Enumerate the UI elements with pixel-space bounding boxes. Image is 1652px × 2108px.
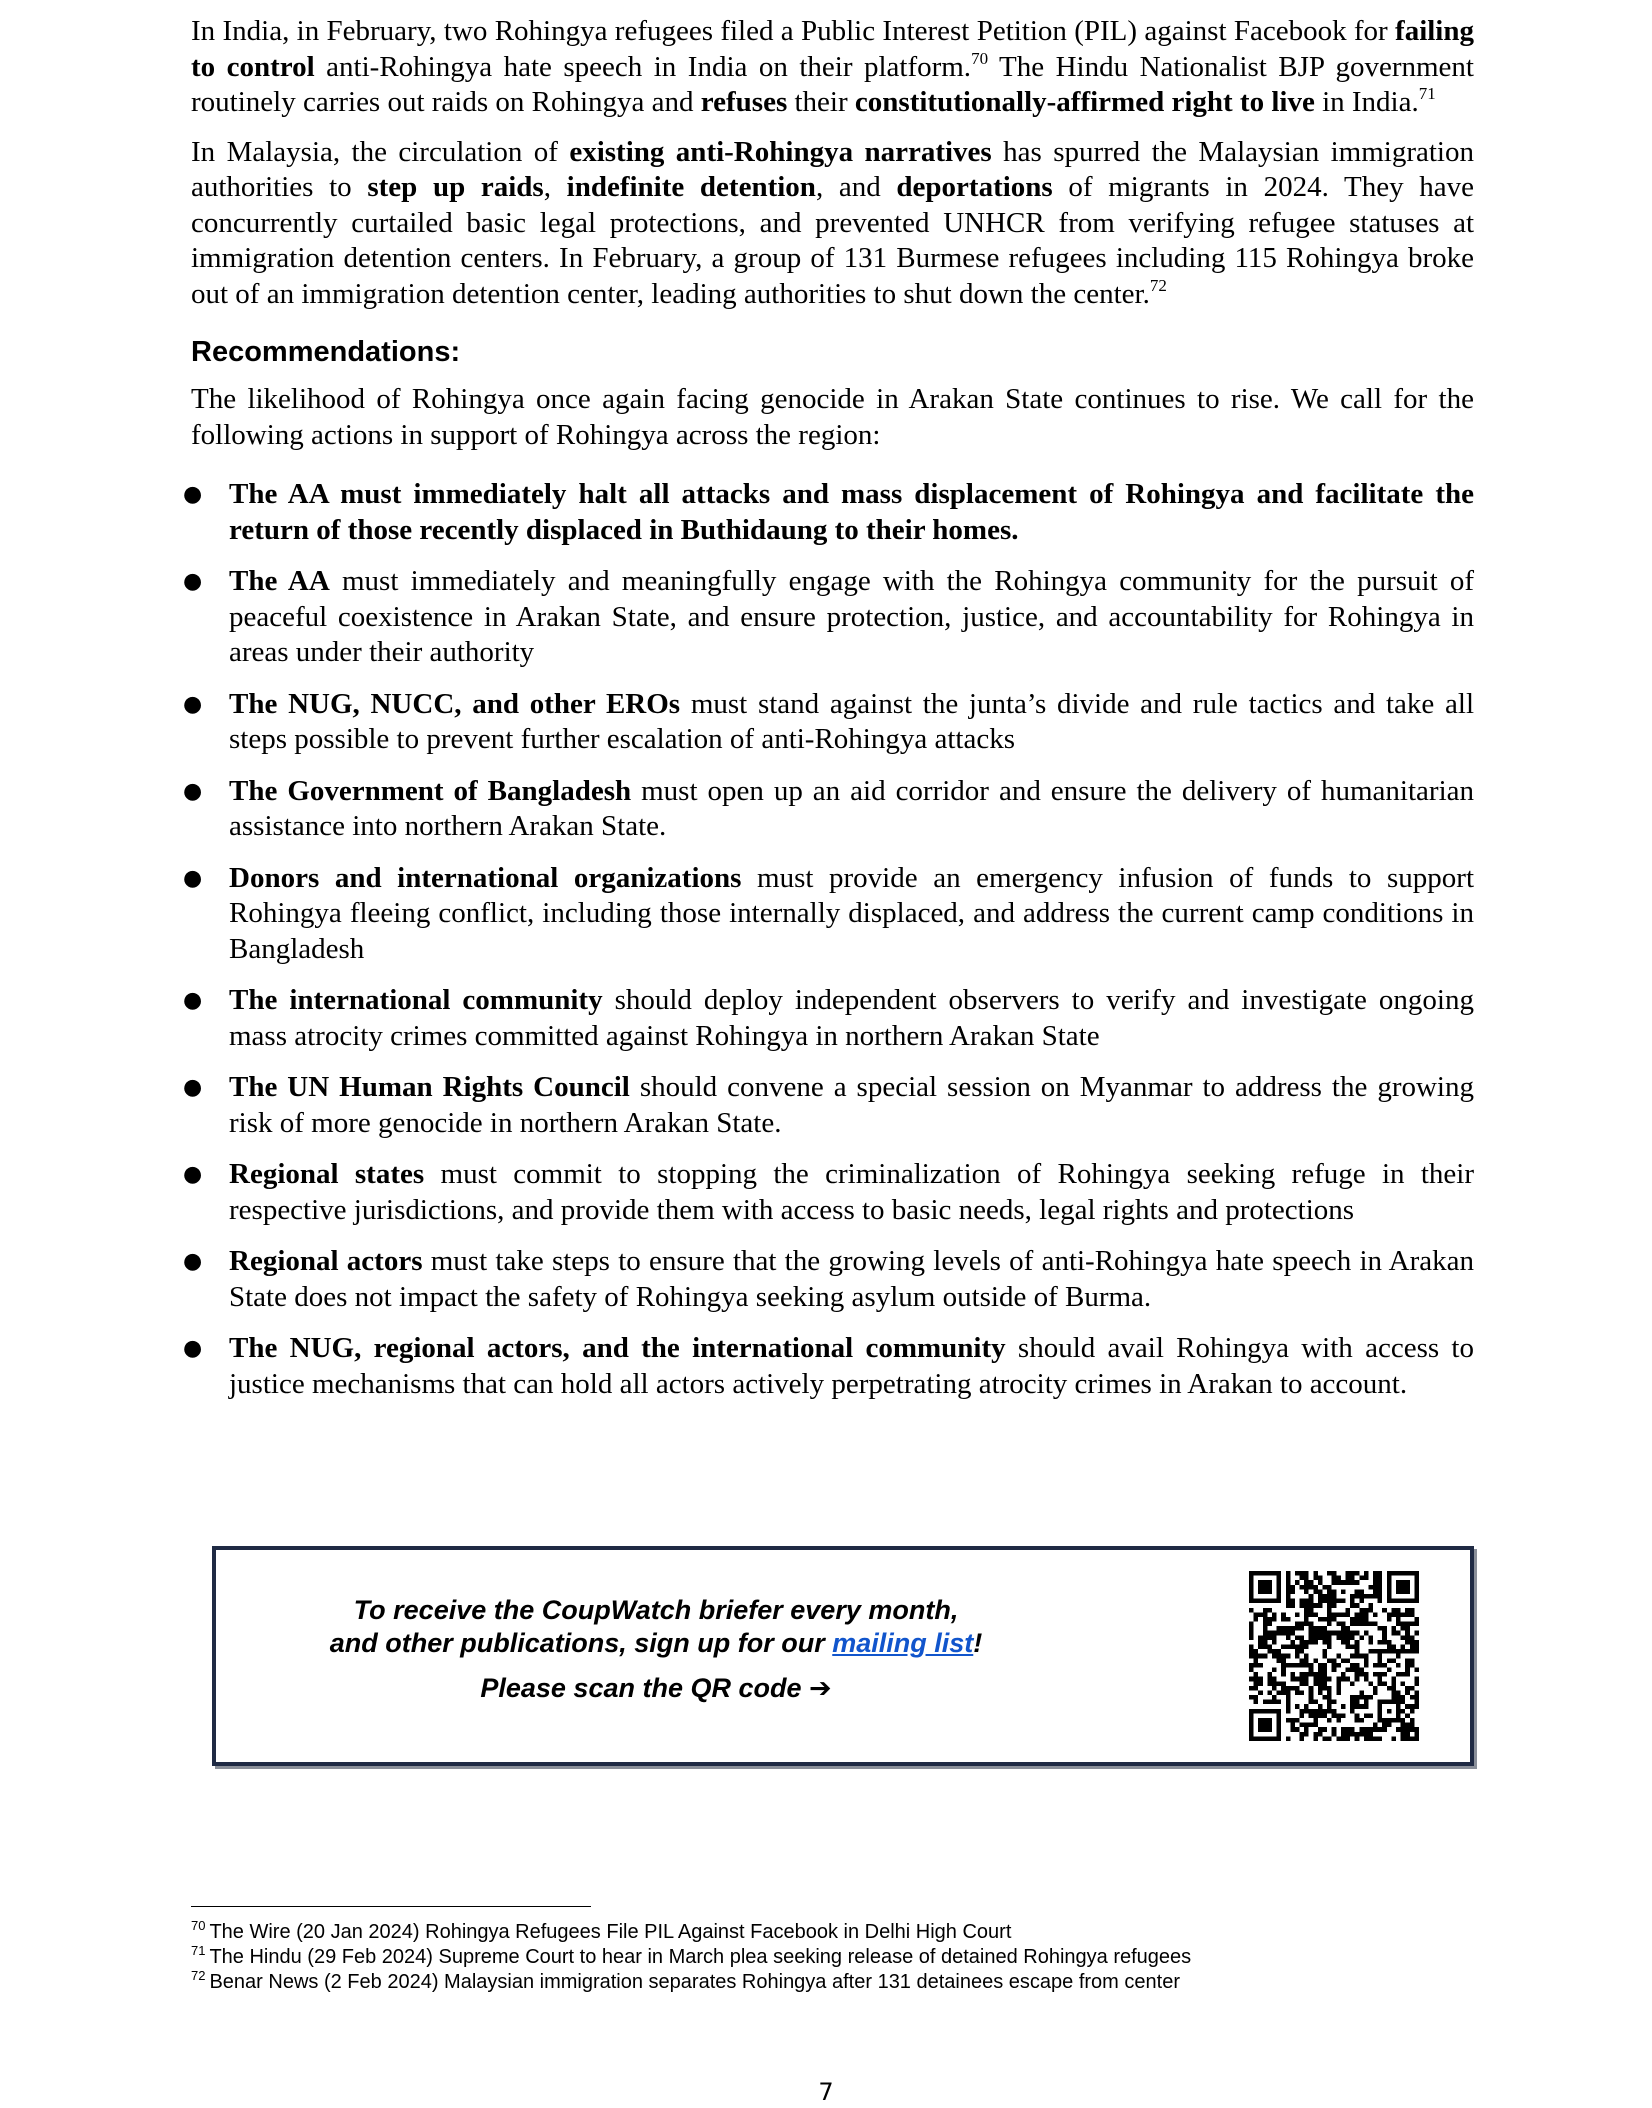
bold-text: step up raids <box>367 171 544 203</box>
bold-text: The AA must immediately halt all attacks and mass displacement of Rohingya and facilitate the return of those recently displaced in Buthidaung to their homes. <box>229 478 1474 546</box>
bullet-icon: ● <box>183 1075 203 1100</box>
bold-text: Regional states <box>229 1158 425 1190</box>
recommendation-item <box>183 983 1474 1054</box>
qr-code-icon[interactable] <box>1249 1571 1419 1741</box>
recommendation-item <box>183 1244 1474 1315</box>
text-run: should convene a special session on Myanmar to address the growing risk of more genocide in northern Arakan State. <box>229 1071 1474 1139</box>
bold-text: Regional actors <box>229 1245 423 1277</box>
footnote <box>191 1970 1474 1995</box>
text-run: In Malaysia, the circulation of <box>191 135 570 168</box>
bold-text: existing anti-Rohingya narratives <box>569 135 992 168</box>
text-run: In India, in February, two Rohingya refugees filed a Public Interest Petition (PIL) against Facebook for <box>191 15 1396 47</box>
footnote-ref: 70 <box>971 48 989 68</box>
bullet-icon: ● <box>183 482 203 507</box>
text-run: should avail Rohingya with access to justice mechanisms that can hold all actors actively perpetrating atrocity crimes in Arakan to account. <box>229 1332 1474 1400</box>
bullet-icon: ● <box>183 988 203 1013</box>
text-run: must provide an emergency infusion of funds to support Rohingya fleeing conflict, including those internally displaced, and address the current camp conditions in Bangladesh <box>229 861 1474 965</box>
bold-text: constitutionally-affirmed right to live <box>854 86 1315 118</box>
bullet-icon: ● <box>183 778 203 804</box>
bullet-icon: ● <box>183 1249 203 1274</box>
signup-line-1: To receive the CoupWatch briefer every month, <box>353 1595 959 1625</box>
recommendation-item <box>183 774 1474 845</box>
footnote-number: 71 <box>191 1943 206 1958</box>
paragraph-malaysia <box>191 135 1474 313</box>
footnote-ref: 71 <box>1418 84 1436 103</box>
recommendation-item <box>183 564 1474 671</box>
signup-line-2-text: and other publications, sign up for our <box>329 1628 833 1658</box>
footnote-number: 70 <box>191 1918 206 1933</box>
text-run: in India. <box>1314 86 1419 118</box>
footnote <box>191 1920 1474 1945</box>
bold-text: The AA <box>229 565 330 597</box>
recommendation-item <box>183 1070 1474 1141</box>
recommendations-list <box>183 477 1475 1402</box>
mailing-list-link[interactable]: mailing list <box>832 1628 974 1658</box>
recommendations-heading: Recommendations: <box>191 336 461 368</box>
text-run: must take steps to ensure that the growing levels of anti-Rohingya hate speech in Arakan State does not impact the safety of Rohingya seeking asylum outside of Burma. <box>229 1245 1474 1313</box>
bold-text: indefinite detention <box>566 171 816 203</box>
recommendation-item <box>183 1331 1474 1402</box>
text-run: must open up an aid corridor and ensure the delivery of humanitarian assistance into northern Arakan State. <box>229 774 1474 842</box>
text-run: of migrants in 2024. They have concurrently curtailed basic legal protections, and prevented UNHCR from verifying refugee statuses at immigration detention centers. In February, a group of 131 Burmese refugees including 115 Rohingya broke out of an immigration detention center, leading authorities to shut down the center. <box>191 171 1474 310</box>
bold-text: The NUG, NUCC, and other EROs <box>229 687 681 720</box>
text-run: anti-Rohingya hate speech in India on their platform. <box>314 50 972 83</box>
text-run: , and <box>815 171 897 203</box>
recommendation-item <box>183 477 1474 548</box>
bullet-icon: ● <box>183 1336 203 1361</box>
footnote-number: 72 <box>191 1968 206 1983</box>
bold-text: The UN Human Rights Council <box>229 1071 630 1103</box>
text-run: The Hindu Nationalist BJP government routinely carries out raids on Rohingya and <box>191 50 1474 118</box>
recommendation-item <box>183 861 1474 968</box>
bold-text: failing to control <box>191 15 1474 83</box>
footnote-text: Benar News (2 Feb 2024) Malaysian immigration separates Rohingya after 131 detainees escape from center <box>209 1971 1180 1993</box>
text-run: has spurred the Malaysian immigration authorities to <box>191 135 1474 203</box>
bullet-icon: ● <box>183 865 203 891</box>
footnote-ref: 72 <box>1149 275 1167 295</box>
signup-box <box>212 1546 1474 1766</box>
bullet-icon: ● <box>183 1162 203 1187</box>
bold-text: deportations <box>896 171 1053 203</box>
text-run: The likelihood of Rohingya once again facing genocide in Arakan State continues to rise. We call for the following actions in support of Rohingya across the region: <box>191 383 1474 451</box>
text-run: must commit to stopping the criminalization of Rohingya seeking refuge in their respective jurisdictions, and provide them with access to basic needs, legal rights and protections <box>229 1158 1474 1226</box>
paragraph-india <box>191 14 1474 121</box>
footnote-separator <box>191 1906 591 1907</box>
signup-line-2-end: ! <box>973 1628 983 1658</box>
footnote <box>191 1945 1474 1970</box>
bold-text: The international community <box>229 984 603 1016</box>
bold-text: The NUG, regional actors, and the international community <box>229 1332 1006 1364</box>
text-run: their <box>787 86 855 118</box>
recommendation-item <box>183 1157 1474 1228</box>
bold-text: Donors and international organizations <box>229 861 742 894</box>
bold-text: refuses <box>700 86 788 118</box>
scan-instruction: Please scan the QR code ➔ <box>480 1673 832 1703</box>
text-run: , <box>543 171 567 203</box>
footnotes <box>191 1920 1474 1995</box>
document-body <box>183 14 1475 1418</box>
footnote-text: The Wire (20 Jan 2024) Rohingya Refugees File PIL Against Facebook in Delhi High Court <box>209 1921 1012 1943</box>
text-run: must immediately and meaningfully engage with the Rohingya community for the pursuit of peaceful coexistence in Arakan State, and ensure protection, justice, and accountability for Rohingya in areas under their authority <box>229 565 1474 668</box>
bold-text: The Government of Bangladesh <box>229 774 632 807</box>
text-run: must stand against the junta’s divide and rule tactics and take all steps possible to prevent further escalation of anti-Rohingya attacks <box>229 687 1475 755</box>
text-run: should deploy independent observers to verify and investigate ongoing mass atrocity crimes committed against Rohingya in northern Arakan State <box>229 984 1474 1052</box>
bullet-icon: ● <box>183 691 203 717</box>
recommendation-item <box>183 687 1475 758</box>
page-number: 7 <box>818 2078 834 2106</box>
footnote-text: The Hindu (29 Feb 2024) Supreme Court to hear in March plea seeking release of detained Rohingya refugees <box>209 1946 1192 1968</box>
signup-line-2 <box>316 1627 996 1660</box>
signup-text <box>316 1594 996 1705</box>
paragraph-intro <box>191 382 1474 453</box>
bullet-icon: ● <box>183 569 203 594</box>
